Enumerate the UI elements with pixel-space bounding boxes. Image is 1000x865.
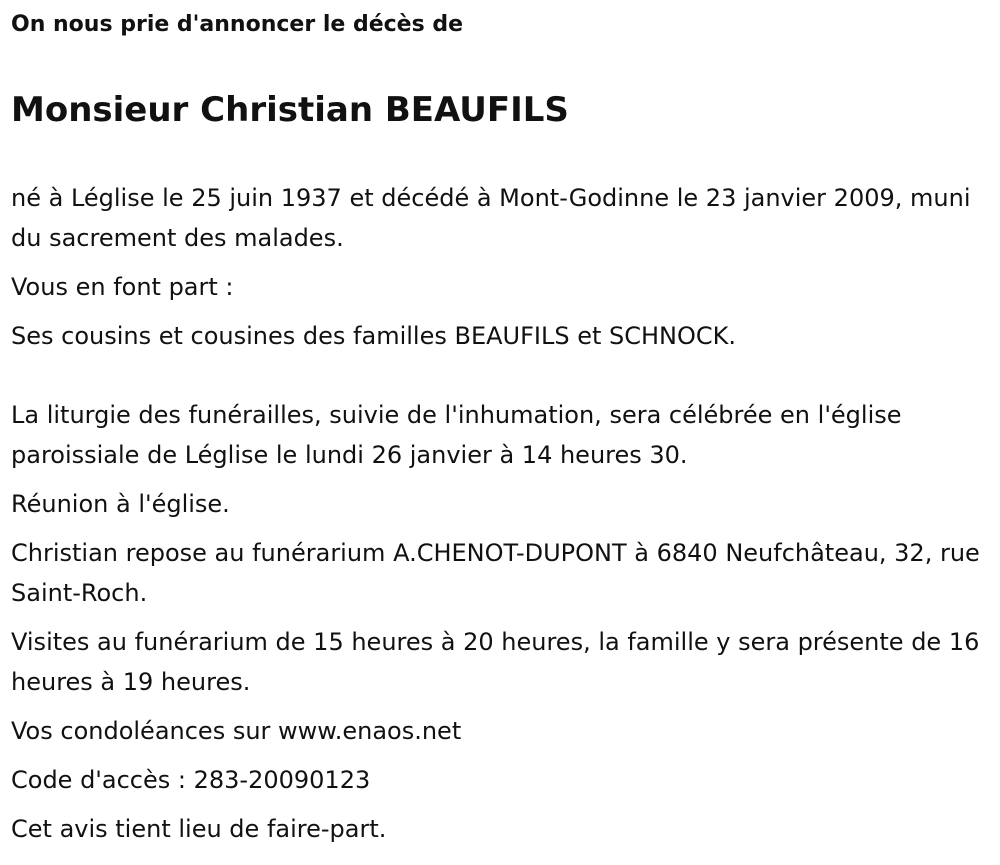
access-code-text: Code d'accès : 283-20090123 [11, 766, 371, 794]
closing-text: Cet avis tient lieu de faire-part. [11, 815, 387, 843]
visits-text: Visites au funérarium de 15 heures à 20 heures, la famille y sera présente de 16 heures à 19 heures. [11, 628, 980, 696]
deceased-name: Monsieur Christian BEAUFILS [11, 90, 569, 130]
birth-death-text: né à Léglise le 25 juin 1937 et décédé à Mont-Godinne le 23 janvier 2009, muni du sacrement des malades. [11, 184, 971, 252]
announce-text: Vous en font part : [11, 273, 234, 301]
family-text: Ses cousins et cousines des familles BEAUFILS et SCHNOCK. [11, 322, 737, 350]
rest-location-text: Christian repose au funérarium A.CHENOT-DUPONT à 6840 Neufchâteau, 32, rue Saint-Roch. [11, 539, 980, 607]
obituary-notice [11, 10, 996, 849]
condolences-text: Vos condoléances sur www.enaos.net [11, 717, 462, 745]
liturgy-text: La liturgie des funérailles, suivie de l'inhumation, sera célébrée en l'église paroissiale de Léglise le lundi 26 janvier à 14 heures 30. [11, 401, 902, 469]
meeting-text: Réunion à l'église. [11, 490, 230, 518]
notice-intro: On nous prie d'annoncer le décès de [11, 12, 464, 37]
